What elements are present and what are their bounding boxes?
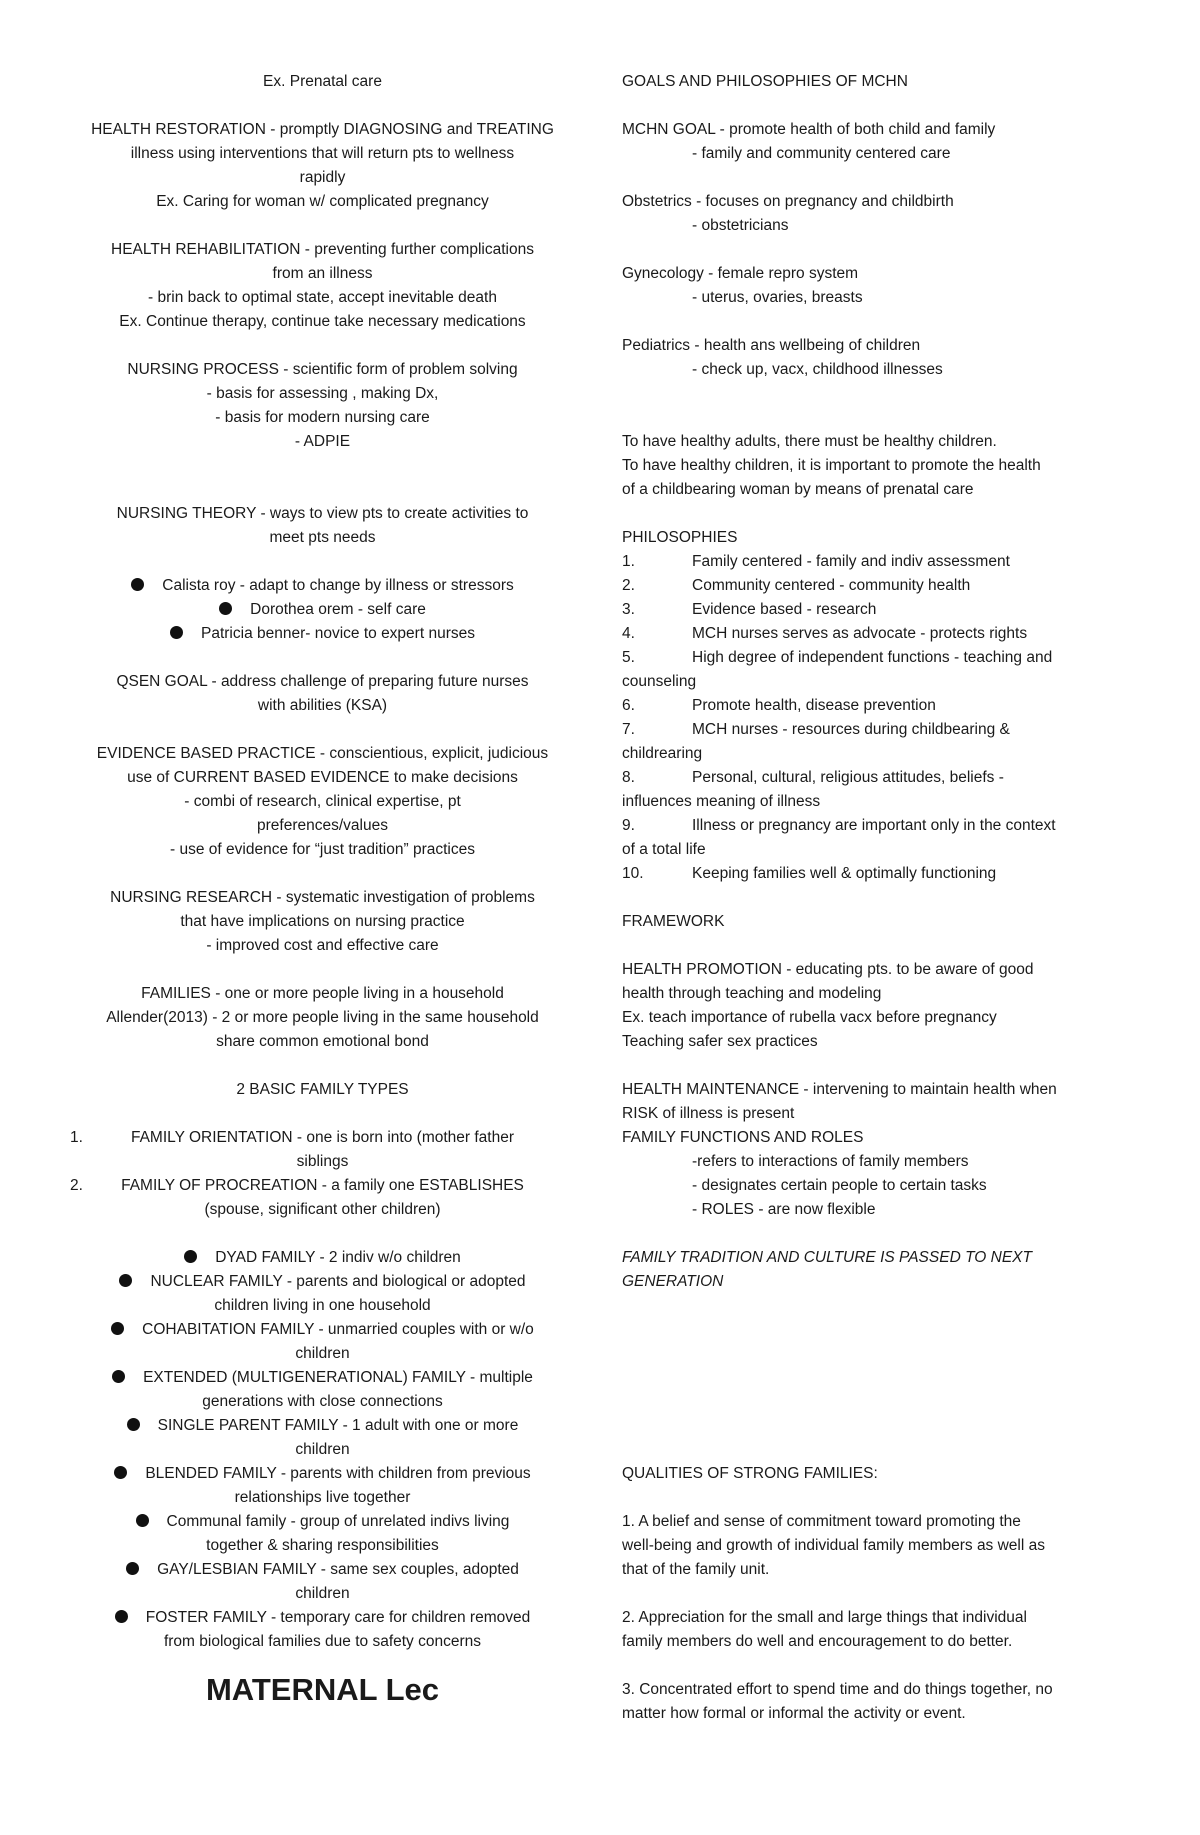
list-item-cont: children (295, 1585, 350, 1602)
example-prenatal: Ex. Prenatal care (263, 73, 382, 90)
list-item-text: Calista roy - adapt to change by illness or stressors (162, 577, 514, 594)
list-item (70, 1462, 575, 1486)
text-line: To have healthy children, it is important to promote the health (622, 457, 1041, 474)
section-heading: GOALS AND PHILOSOPHIES OF MCHN (622, 73, 908, 90)
list-item-cont: children (295, 1441, 350, 1458)
family-kinds-list (70, 1246, 575, 1654)
philosophies-title: PHILOSOPHIES (622, 529, 738, 546)
list-item-text: SINGLE PARENT FAMILY - 1 adult with one or more (157, 1417, 519, 1434)
list-item-text: Promote health, disease prevention (692, 697, 936, 714)
list-item (622, 766, 1142, 790)
list-item-text: Personal, cultural, religious attitudes, beliefs - (692, 769, 1004, 786)
bullet-icon (114, 1466, 127, 1479)
nursing-research-section (70, 886, 575, 958)
text-line: 1. A belief and sense of commitment toward promoting the (622, 1513, 1021, 1530)
text-line: matter how formal or informal the activity or event. (622, 1705, 966, 1722)
text-line: - family and community centered care (692, 145, 951, 162)
list-item (70, 1510, 575, 1534)
list-item (70, 1246, 575, 1270)
list-item-text: High degree of independent functions - teaching and (692, 649, 1053, 666)
list-number: 8. (622, 769, 635, 786)
list-number: 3. (622, 601, 635, 618)
text-line: 2. Appreciation for the small and large things that individual (622, 1609, 1027, 1626)
left-column (70, 70, 575, 1710)
list-number: 5. (622, 649, 635, 666)
text-line: FAMILY FUNCTIONS AND ROLES (622, 1129, 864, 1146)
list-item-text: COHABITATION FAMILY - unmarried couples with or w/o (142, 1321, 534, 1338)
qualities-title: QUALITIES OF STRONG FAMILIES: (622, 1465, 878, 1482)
health-restoration-section (70, 118, 575, 214)
text-line: with abilities (KSA) (257, 697, 388, 714)
nursing-process-section (70, 358, 575, 454)
text-line: HEALTH MAINTENANCE - intervening to maintain health when (622, 1081, 1057, 1098)
list-item (70, 1558, 575, 1582)
health-maintenance-section (622, 1078, 1142, 1222)
bullet-icon (136, 1514, 149, 1527)
list-item-text: Community centered - community health (692, 577, 971, 594)
list-item (70, 1318, 575, 1342)
text-line: meet pts needs (269, 529, 376, 546)
bullet-icon (127, 1418, 140, 1431)
list-item-cont: influences meaning of illness (622, 793, 821, 810)
bullet-icon (219, 602, 232, 615)
list-item (70, 1414, 575, 1438)
list-item (70, 1366, 575, 1390)
list-number: 2. (70, 1177, 83, 1194)
text-line: family members do well and encouragement to do better. (622, 1633, 1013, 1650)
list-item (622, 862, 1142, 886)
text-line: QSEN GOAL - address challenge of preparing future nurses (116, 673, 529, 690)
list-item (70, 1606, 575, 1630)
bullet-icon (112, 1370, 125, 1383)
text-line: EVIDENCE BASED PRACTICE - conscientious, explicit, judicious (96, 745, 549, 762)
list-item (70, 1126, 575, 1150)
text-line: - basis for assessing , making Dx, (206, 385, 439, 402)
text-line: Allender(2013) - 2 or more people living in the same household (106, 1009, 539, 1026)
tradition-note (622, 1246, 1142, 1294)
text-line: well-being and growth of individual family members as well as (622, 1537, 1045, 1554)
text-line: use of CURRENT BASED EVIDENCE to make decisions (127, 769, 518, 786)
list-item-text: FAMILY OF PROCREATION - a family one ESTABLISHES (121, 1177, 524, 1194)
evidence-based-practice-section (70, 742, 575, 862)
text-line: from an illness (272, 265, 373, 282)
framework-title: FRAMEWORK (622, 913, 725, 930)
text-line: GENERATION (622, 1273, 724, 1290)
quality-2 (622, 1606, 1142, 1654)
text-line: To have healthy adults, there must be healthy children. (622, 433, 997, 450)
list-item-text: DYAD FAMILY - 2 indiv w/o children (215, 1249, 461, 1266)
list-item (70, 574, 575, 598)
list-item (70, 622, 575, 646)
list-item (70, 1174, 575, 1198)
list-item-text: Communal family - group of unrelated indivs living (166, 1513, 510, 1530)
list-item-text: MCH nurses serves as advocate - protects rights (692, 625, 1028, 642)
list-item-cont: counseling (622, 673, 697, 690)
list-item-text: GAY/LESBIAN FAMILY - same sex couples, adopted (157, 1561, 519, 1578)
philosophies-list (622, 550, 1142, 886)
list-item-text: Keeping families well & optimally functioning (692, 865, 997, 882)
bullet-icon (111, 1322, 124, 1335)
text-line: MCHN GOAL - promote health of both child and family (622, 121, 996, 138)
list-item-text: Dorothea orem - self care (250, 601, 426, 618)
text-line: - brin back to optimal state, accept inevitable death (148, 289, 497, 306)
list-item-cont: generations with close connections (202, 1393, 443, 1410)
text-line: share common emotional bond (216, 1033, 429, 1050)
text-line: Ex. Caring for woman w/ complicated pregnancy (156, 193, 489, 210)
text-line: health through teaching and modeling (622, 985, 882, 1002)
text-line: Pediatrics - health ans wellbeing of children (622, 337, 921, 354)
theorists-list (70, 574, 575, 646)
obstetrics-section (622, 190, 1142, 238)
list-item-cont: children (295, 1345, 350, 1362)
text-line: Ex. Continue therapy, continue take necessary medications (119, 313, 526, 330)
text-line: Ex. teach importance of rubella vacx before pregnancy (622, 1009, 997, 1026)
text-line: that have implications on nursing practice (180, 913, 465, 930)
text-line: FAMILIES - one or more people living in a household (141, 985, 504, 1002)
text-line: - improved cost and effective care (206, 937, 439, 954)
document-title: MATERNAL Lec (205, 1672, 440, 1707)
bullet-icon (131, 578, 144, 591)
text-line: illness using interventions that will return pts to wellness (130, 145, 515, 162)
text-line: - use of evidence for “just tradition” practices (170, 841, 475, 858)
list-item-text: EXTENDED (MULTIGENERATIONAL) FAMILY - multiple (143, 1369, 533, 1386)
bullet-icon (184, 1250, 197, 1263)
family-types-list (70, 1126, 575, 1222)
list-item (622, 622, 1142, 646)
text-line: Teaching safer sex practices (622, 1033, 818, 1050)
list-item-cont: together & sharing responsibilities (206, 1537, 439, 1554)
list-item-text: FOSTER FAMILY - temporary care for children removed (145, 1609, 531, 1626)
list-item-text: Evidence based - research (692, 601, 877, 618)
text-line: RISK of illness is present (622, 1105, 795, 1122)
text-line: NURSING PROCESS - scientific form of problem solving (127, 361, 518, 378)
text-line: - ROLES - are now flexible (692, 1201, 876, 1218)
list-item-cont: siblings (296, 1153, 349, 1170)
text-line: NURSING RESEARCH - systematic investigation of problems (110, 889, 535, 906)
text-line: of a childbearing woman by means of prenatal care (622, 481, 974, 498)
list-item-text: FAMILY ORIENTATION - one is born into (mother father (130, 1129, 515, 1146)
gynecology-section (622, 262, 1142, 310)
list-item (622, 694, 1142, 718)
list-item (70, 1270, 575, 1294)
family-types-title: 2 BASIC FAMILY TYPES (236, 1081, 409, 1098)
list-number: 2. (622, 577, 635, 594)
list-item-text: NUCLEAR FAMILY - parents and biological or adopted (150, 1273, 526, 1290)
list-item (622, 646, 1142, 670)
list-number: 9. (622, 817, 635, 834)
healthy-children-section (622, 430, 1142, 502)
list-item (622, 718, 1142, 742)
text-line: -refers to interactions of family members (692, 1153, 969, 1170)
text-line: - combi of research, clinical expertise, pt (184, 793, 461, 810)
quality-3 (622, 1678, 1142, 1726)
list-item (622, 598, 1142, 622)
health-promotion-section (622, 958, 1142, 1054)
text-line: FAMILY TRADITION AND CULTURE IS PASSED TO NEXT (622, 1249, 1032, 1266)
text-line: 3. Concentrated effort to spend time and do things together, no (622, 1681, 1053, 1698)
text-line: HEALTH RESTORATION - promptly DIAGNOSING and TREATING (91, 121, 554, 138)
bullet-icon (170, 626, 183, 639)
text-line: that of the family unit. (622, 1561, 770, 1578)
bullet-icon (115, 1610, 128, 1623)
list-item-cont: (spouse, significant other children) (204, 1201, 441, 1218)
text-line: Gynecology - female repro system (622, 265, 859, 282)
text-line: Obstetrics - focuses on pregnancy and childbirth (622, 193, 954, 210)
list-number: 10. (622, 865, 644, 882)
list-number: 1. (70, 1129, 83, 1146)
list-number: 6. (622, 697, 635, 714)
health-rehabilitation-section (70, 238, 575, 334)
list-item-text: BLENDED FAMILY - parents with children from previous (145, 1465, 531, 1482)
list-item-cont: childrearing (622, 745, 703, 762)
families-section (70, 982, 575, 1054)
text-line: HEALTH PROMOTION - educating pts. to be aware of good (622, 961, 1034, 978)
list-number: 1. (622, 553, 635, 570)
list-item-cont: relationships live together (234, 1489, 411, 1506)
nursing-theory-section (70, 502, 575, 550)
text-line: - obstetricians (692, 217, 789, 234)
text-line: - basis for modern nursing care (215, 409, 430, 426)
pediatrics-section (622, 334, 1142, 382)
list-item (70, 598, 575, 622)
list-number: 4. (622, 625, 635, 642)
text-line: NURSING THEORY - ways to view pts to create activities to (116, 505, 529, 522)
list-item (622, 550, 1142, 574)
list-item-cont: of a total life (622, 841, 706, 858)
bullet-icon (119, 1274, 132, 1287)
right-column (622, 70, 1142, 1726)
list-item-text: Family centered - family and indiv assessment (692, 553, 1010, 570)
text-line: - check up, vacx, childhood illnesses (692, 361, 943, 378)
quality-1 (622, 1510, 1142, 1582)
bullet-icon (126, 1562, 139, 1575)
list-item-cont: children living in one household (214, 1297, 431, 1314)
text-line: - uterus, ovaries, breasts (692, 289, 863, 306)
list-item (622, 574, 1142, 598)
text-line: - designates certain people to certain tasks (692, 1177, 987, 1194)
list-item-text: Illness or pregnancy are important only in the context (692, 817, 1056, 834)
list-item-text: MCH nurses - resources during childbearing & (692, 721, 1010, 738)
text-line: preferences/values (257, 817, 388, 834)
list-item-text: Patricia benner- novice to expert nurses (201, 625, 475, 642)
text-line: HEALTH REHABILITATION - preventing further complications (111, 241, 534, 258)
text-line: rapidly (299, 169, 346, 186)
list-number: 7. (622, 721, 635, 738)
list-item-cont: from biological families due to safety concerns (163, 1633, 482, 1650)
qsen-section (70, 670, 575, 718)
mchn-goal-section (622, 118, 1142, 166)
list-item (622, 814, 1142, 838)
text-line: - ADPIE (294, 433, 351, 450)
